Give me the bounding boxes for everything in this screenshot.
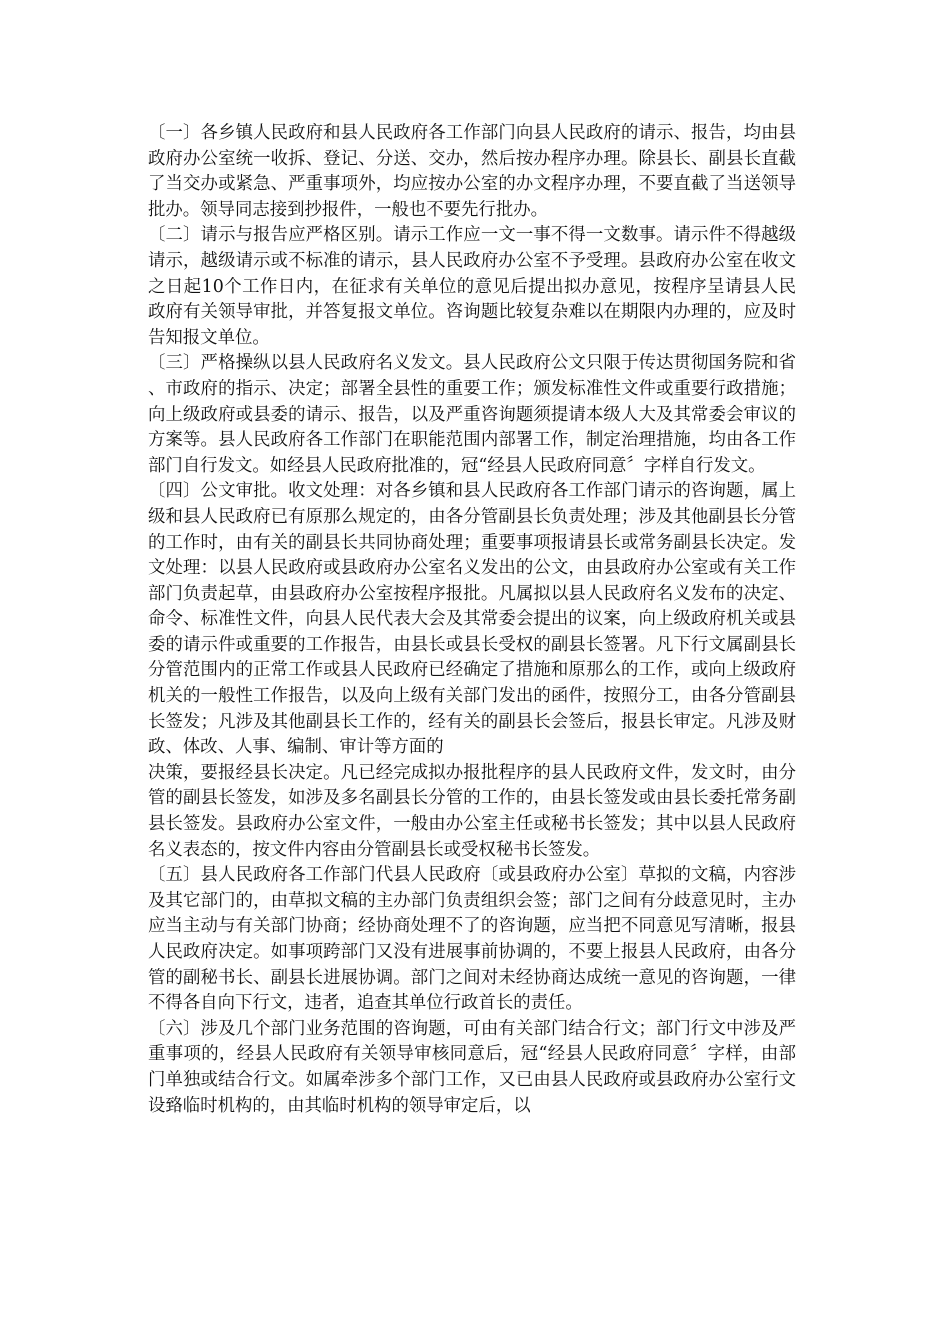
paragraph-5: 〔五〕县人民政府各工作部门代县人民政府〔或县政府办公室〕草拟的文稿，内容涉及其它部门的，由草拟文稿的主办部门负责组织会签；部门之间有分歧意见时，主办应当主动与有关部门协商；经协商处理不了的咨询题，应当把不同意见写清晰，报县人民政府决定。如事项跨部门又没有进展事前协调的，不要上报县人民政府，由各分管的副秘书长、副县长进展协调。部门之间对未经协商达成统一意见的咨询题，一律不得各自向下行文，违者，追查其单位行政首长的责任。 — [148, 865, 796, 1014]
document-body — [148, 121, 796, 1119]
paragraph-6: 〔六〕涉及几个部门业务范围的咨询题，可由有关部门结合行文；部门行文中涉及严重事项的，经县人民政府有关领导审核同意后，冠“经县人民政府同意〞字样，由部门单独或结合行文。如属牵涉多个部门工作，又已由县人民政府或县政府办公室行文设臵临时机构的，由其临时机构的领导审定后，以 — [148, 1018, 796, 1116]
paragraph-3: 〔三〕严格操纵以县人民政府名义发文。县人民政府公文只限于传达贯彻国务院和省、市政府的指示、决定；部署全县性的重要工作；颁发标准性文件或重要行政措施；向上级政府或县委的请示、报告，以及严重咨询题须提请本级人大及其常委会审议的方案等。县人民政府各工作部门在职能范围内部署工作，制定治理措施，均由各工作部门自行发文。如经县人民政府批准的，冠“经县人民政府同意〞字样自行发文。 — [148, 353, 796, 476]
paragraph-2: 〔二〕请示与报告应严格区别。请示工作应一文一事不得一文数事。请示件不得越级请示，越级请示或不标准的请示，县人民政府办公室不予受理。县政府办公室在收文之日起10个工作日内，在征求有关单位的意见后提出拟办意见，按程序呈请县人民政府有关领导审批，并答复报文单位。咨询题比较复杂难以在期限内办理的，应及时告知报文单位。 — [148, 225, 796, 348]
paragraph-1: 〔一〕各乡镇人民政府和县人民政府各工作部门向县人民政府的请示、报告，均由县政府办公室统一收拆、登记、分送、交办，然后按办程序办理。除县长、副县长直截了当交办或紧急、严重事项外，均应按办公室的办文程序办理，不要直截了当送领导批办。领导同志接到抄报件，一般也不要先行批办。 — [148, 123, 796, 220]
paragraph-4: 〔四〕公文审批。收文处理：对各乡镇和县人民政府各工作部门请示的咨询题，属上级和县人民政府已有原那么规定的，由各分管副县长负责处理；涉及其他副县长分管的工作时，由有关的副县长共同协商处理；重要事项报请县长或常务副县长决定。发文处理：以县人民政府或县政府办公室名义发出的公文，由县政府办公室或有关工作部门负责起草，由县政府办公室按程序报批。凡属拟以县人民政府名义发布的决定、命令、标准性文件，向县人民代表大会及其常委会提出的议案，向上级政府机关或县委的请示件或重要的工作报告，由县长或县长受权的副县长签署。凡下行文属副县长分管范围内的正常工作或县人民政府已经确定了措施和原那么的工作，或向上级政府机关的一般性工作报告，以及向上级有关部门发出的函件，按照分工，由各分管副县长签发；凡涉及其他副县长工作的，经有关的副县长会签后，报县长审定。凡涉及财政、体改、人事、编制、审计等方面的 — [148, 481, 796, 758]
paragraph-4-continued: 决策，要报经县长决定。凡已经完成拟办报批程序的县人民政府文件，发文时，由分管的副县长签发，如涉及多名副县长分管的工作的，由县长签发或由县长委托常务副县长签发。县政府办公室文件，一般由办公室主任或秘书长签发；其中以县人民政府名义表态的，按文件内容由分管副县长或受权秘书长签发。 — [148, 762, 796, 860]
